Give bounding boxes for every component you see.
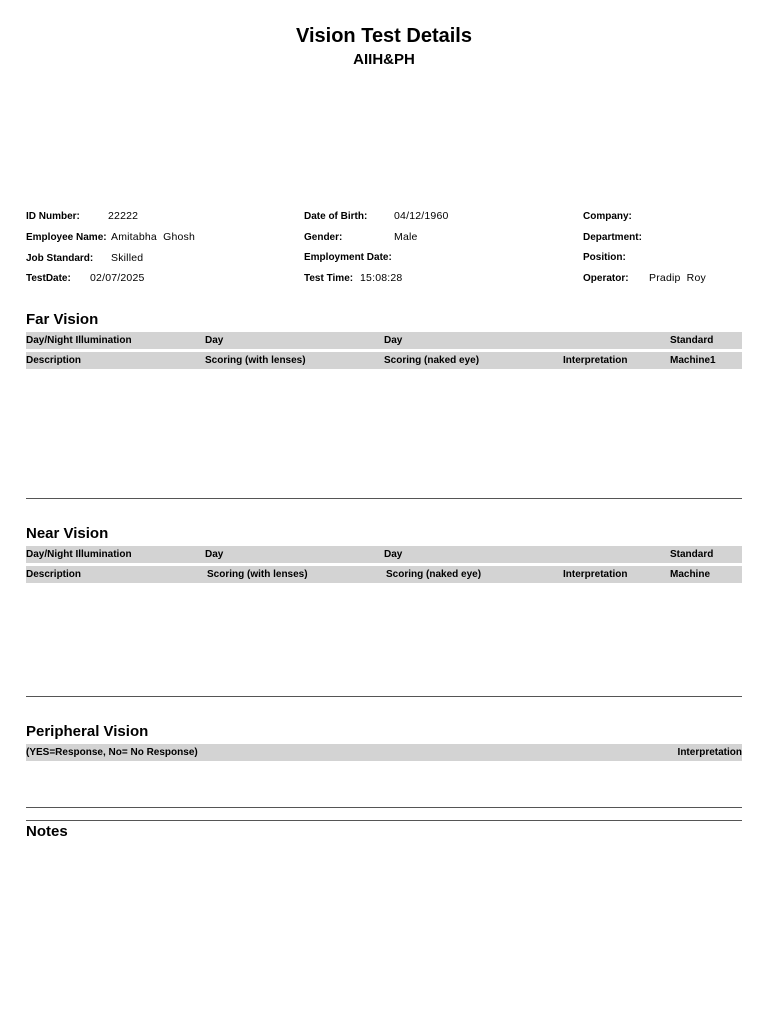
page-title: Vision Test Details xyxy=(296,25,472,47)
notes-divider xyxy=(26,820,742,821)
near-description-header: Description xyxy=(26,569,82,580)
id-number-value: 22222 xyxy=(108,210,139,222)
position-label: Position: xyxy=(583,252,626,263)
far-illumination-header: Day/Night Illumination xyxy=(26,335,132,346)
peripheral-vision-divider xyxy=(26,807,742,808)
department-label: Department: xyxy=(583,232,642,243)
peripheral-vision-header-row xyxy=(26,744,742,761)
near-scoring-with-lenses-header: Scoring (with lenses) xyxy=(207,569,308,580)
notes-title: Notes xyxy=(26,823,68,840)
employment-date-label: Employment Date: xyxy=(304,252,392,263)
test-date-label: TestDate: xyxy=(26,273,71,284)
near-vision-divider xyxy=(26,696,742,697)
near-day-naked-eye-header: Day xyxy=(384,549,403,560)
near-scoring-naked-eye-header: Scoring (naked eye) xyxy=(386,569,482,580)
far-vision-header-row-2 xyxy=(26,352,742,369)
employee-name-label: Employee Name: xyxy=(26,232,107,243)
far-description-header: Description xyxy=(26,355,82,366)
far-scoring-naked-eye-header: Scoring (naked eye) xyxy=(384,355,480,366)
near-illumination-header: Day/Night Illumination xyxy=(26,549,132,560)
far-interpretation-header: Interpretation xyxy=(563,355,628,366)
near-interpretation-header: Interpretation xyxy=(563,569,628,580)
far-scoring-with-lenses-header: Scoring (with lenses) xyxy=(205,355,306,366)
operator-value: Pradip Roy xyxy=(649,272,706,284)
date-of-birth-value: 04/12/1960 xyxy=(394,210,449,222)
near-vision-title: Near Vision xyxy=(26,525,109,542)
near-standard-header: Standard xyxy=(670,549,714,560)
far-standard-header: Standard xyxy=(670,335,714,346)
far-day-naked-eye-header: Day xyxy=(384,335,403,346)
far-day-with-lenses-header: Day xyxy=(205,335,224,346)
employee-name-value: Amitabha Ghosh xyxy=(111,231,196,243)
test-date-value: 02/07/2025 xyxy=(90,272,145,284)
peripheral-legend: (YES=Response, No= No Response) xyxy=(26,747,198,758)
far-vision-divider xyxy=(26,498,742,499)
far-machine-header: Machine1 xyxy=(670,355,716,366)
gender-value: Male xyxy=(394,231,418,243)
near-day-with-lenses-header: Day xyxy=(205,549,224,560)
job-standard-label: Job Standard: xyxy=(26,253,94,264)
far-vision-header-row-1 xyxy=(26,332,742,349)
test-time-value: 15:08:28 xyxy=(360,272,403,284)
near-machine-header: Machine xyxy=(670,569,711,580)
gender-label: Gender: xyxy=(304,232,343,243)
date-of-birth-label: Date of Birth: xyxy=(304,211,368,222)
organization-name: AIIH&PH xyxy=(353,51,415,68)
peripheral-vision-title: Peripheral Vision xyxy=(26,723,149,740)
near-vision-header-row-1 xyxy=(26,546,742,563)
job-standard-value: Skilled xyxy=(111,252,144,264)
company-label: Company: xyxy=(583,211,632,222)
id-number-label: ID Number: xyxy=(26,211,80,222)
near-vision-header-row-2 xyxy=(26,566,742,583)
test-time-label: Test Time: xyxy=(304,273,354,284)
peripheral-interpretation-header: Interpretation xyxy=(677,747,742,758)
far-vision-title: Far Vision xyxy=(26,311,99,328)
operator-label: Operator: xyxy=(583,273,629,284)
